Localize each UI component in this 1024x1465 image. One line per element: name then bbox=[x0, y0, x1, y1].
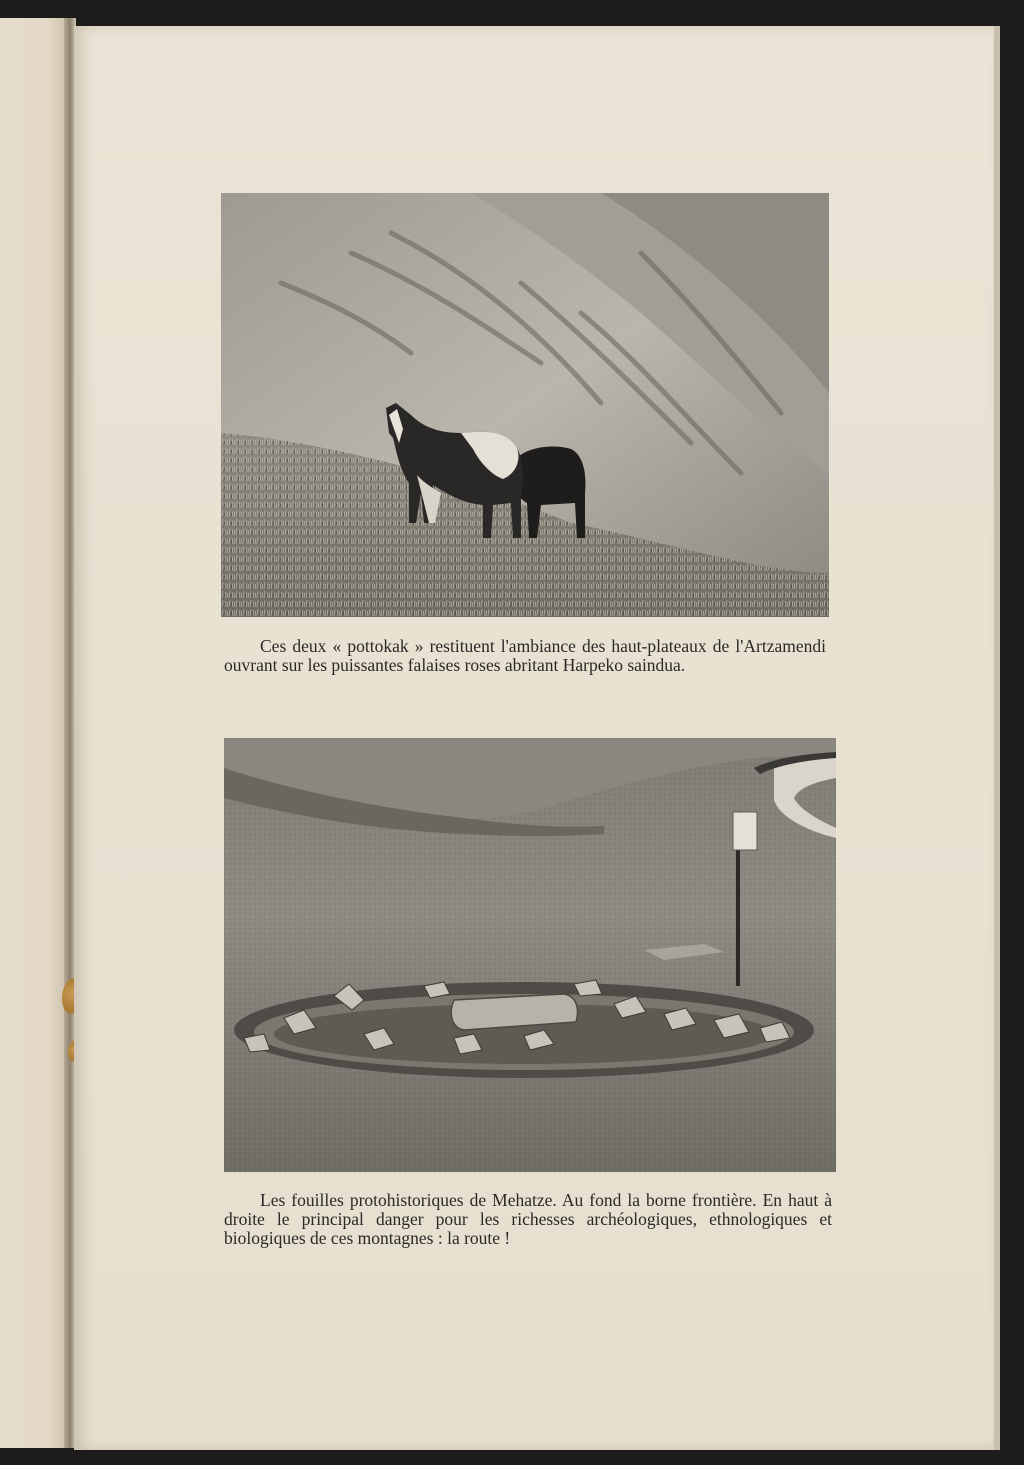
bottom-photo-caption: Les fouilles protohistoriques de Mehatze. Au fond la borne frontière. En haut à droite le principal danger pour les richesses archéologiques, ethnologiques et biologiques de ces montagnes : la route ! bbox=[224, 1190, 832, 1248]
page-edge bbox=[994, 26, 1000, 1450]
stone-circle-photo bbox=[224, 738, 836, 1172]
stone-circle-photo-image bbox=[224, 738, 836, 1172]
ponies-photo bbox=[221, 193, 829, 617]
facing-page-edge bbox=[0, 18, 70, 1448]
ponies-photo-image bbox=[221, 193, 829, 617]
top-photo-caption: Ces deux « pottokak » restituent l'ambiance des haut-plateaux de l'Artzamendi ouvrant sur les puissantes falaises roses abritant Harpeko saindua. bbox=[224, 636, 826, 675]
